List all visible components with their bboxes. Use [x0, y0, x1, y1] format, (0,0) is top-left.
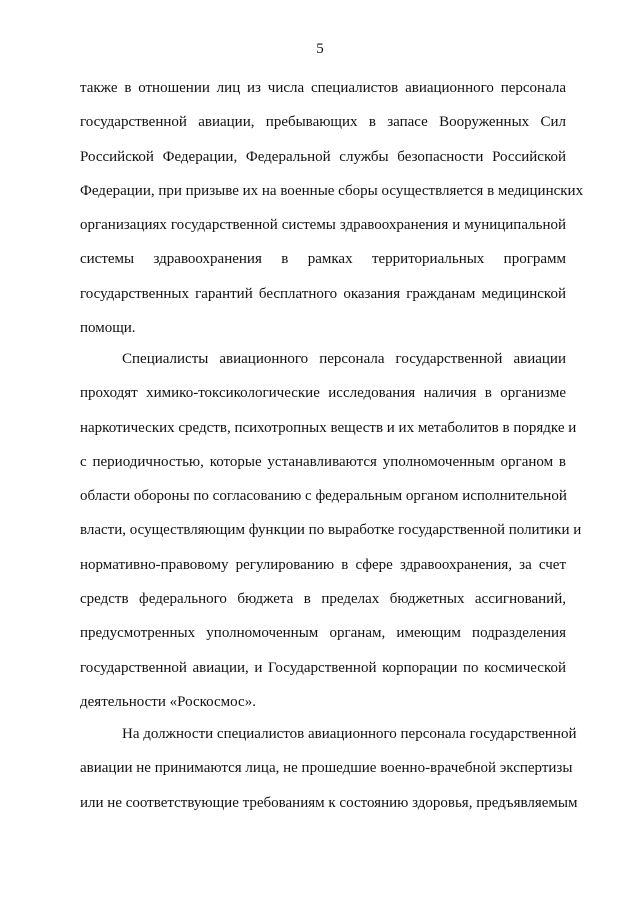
paragraph-line: нормативно-правовому регулированию в сфере здравоохранения, за счет: [80, 556, 566, 573]
paragraph-line: предусмотренных уполномоченным органам, имеющим подразделения: [80, 625, 566, 642]
paragraph-line: власти, осуществляющим функции по выработке государственной политики и: [80, 522, 582, 539]
paragraph-line: государственных гарантий бесплатного оказания гражданам медицинской: [80, 285, 566, 302]
paragraph-line: Федерации, при призыве их на военные сборы осуществляется в медицинских: [80, 182, 584, 199]
paragraph-line: средств федерального бюджета в пределах бюджетных ассигнований,: [80, 591, 566, 608]
paragraph-line: помощи.: [80, 320, 136, 337]
paragraph-line: деятельности «Роскосмос».: [80, 693, 256, 710]
paragraph-2: [80, 349, 582, 726]
page-number: 5: [316, 41, 324, 57]
paragraph-line: организациях государственной системы здравоохранения и муниципальной: [80, 217, 566, 234]
paragraph-line: Специалисты авиационного персонала государственной авиации: [122, 351, 566, 367]
paragraph-line: наркотических средств, психотропных веществ и их метаболитов в порядке и: [80, 419, 577, 436]
paragraph-line: проходят химико-токсикологические исследования наличия в организме: [80, 385, 566, 402]
paragraph-line: авиации не принимаются лица, не прошедшие военно-врачебной экспертизы: [80, 760, 573, 777]
paragraph-line: государственной авиации, и Государственной корпорации по космической: [80, 659, 566, 676]
paragraph-line: Российской Федерации, Федеральной службы безопасности Российской: [80, 148, 566, 165]
paragraph-line: государственной авиации, пребывающих в запасе Вооруженных Сил: [80, 114, 566, 131]
paragraph-line: также в отношении лиц из числа специалистов авиационного персонала: [80, 80, 566, 96]
paragraph-line: области обороны по согласованию с федеральным органом исполнительной: [80, 488, 567, 505]
paragraph-line: с периодичностью, которые устанавливаются уполномоченным органом в: [80, 453, 566, 470]
paragraph-line: системы здравоохранения в рамках территориальных программ: [80, 251, 566, 268]
paragraph-3: [80, 724, 578, 827]
paragraph-line: или не соответствующие требованиям к состоянию здоровья, предъявляемым: [80, 794, 578, 811]
paragraph-1: [80, 78, 584, 352]
paragraph-line: На должности специалистов авиационного персонала государственной: [122, 726, 577, 742]
